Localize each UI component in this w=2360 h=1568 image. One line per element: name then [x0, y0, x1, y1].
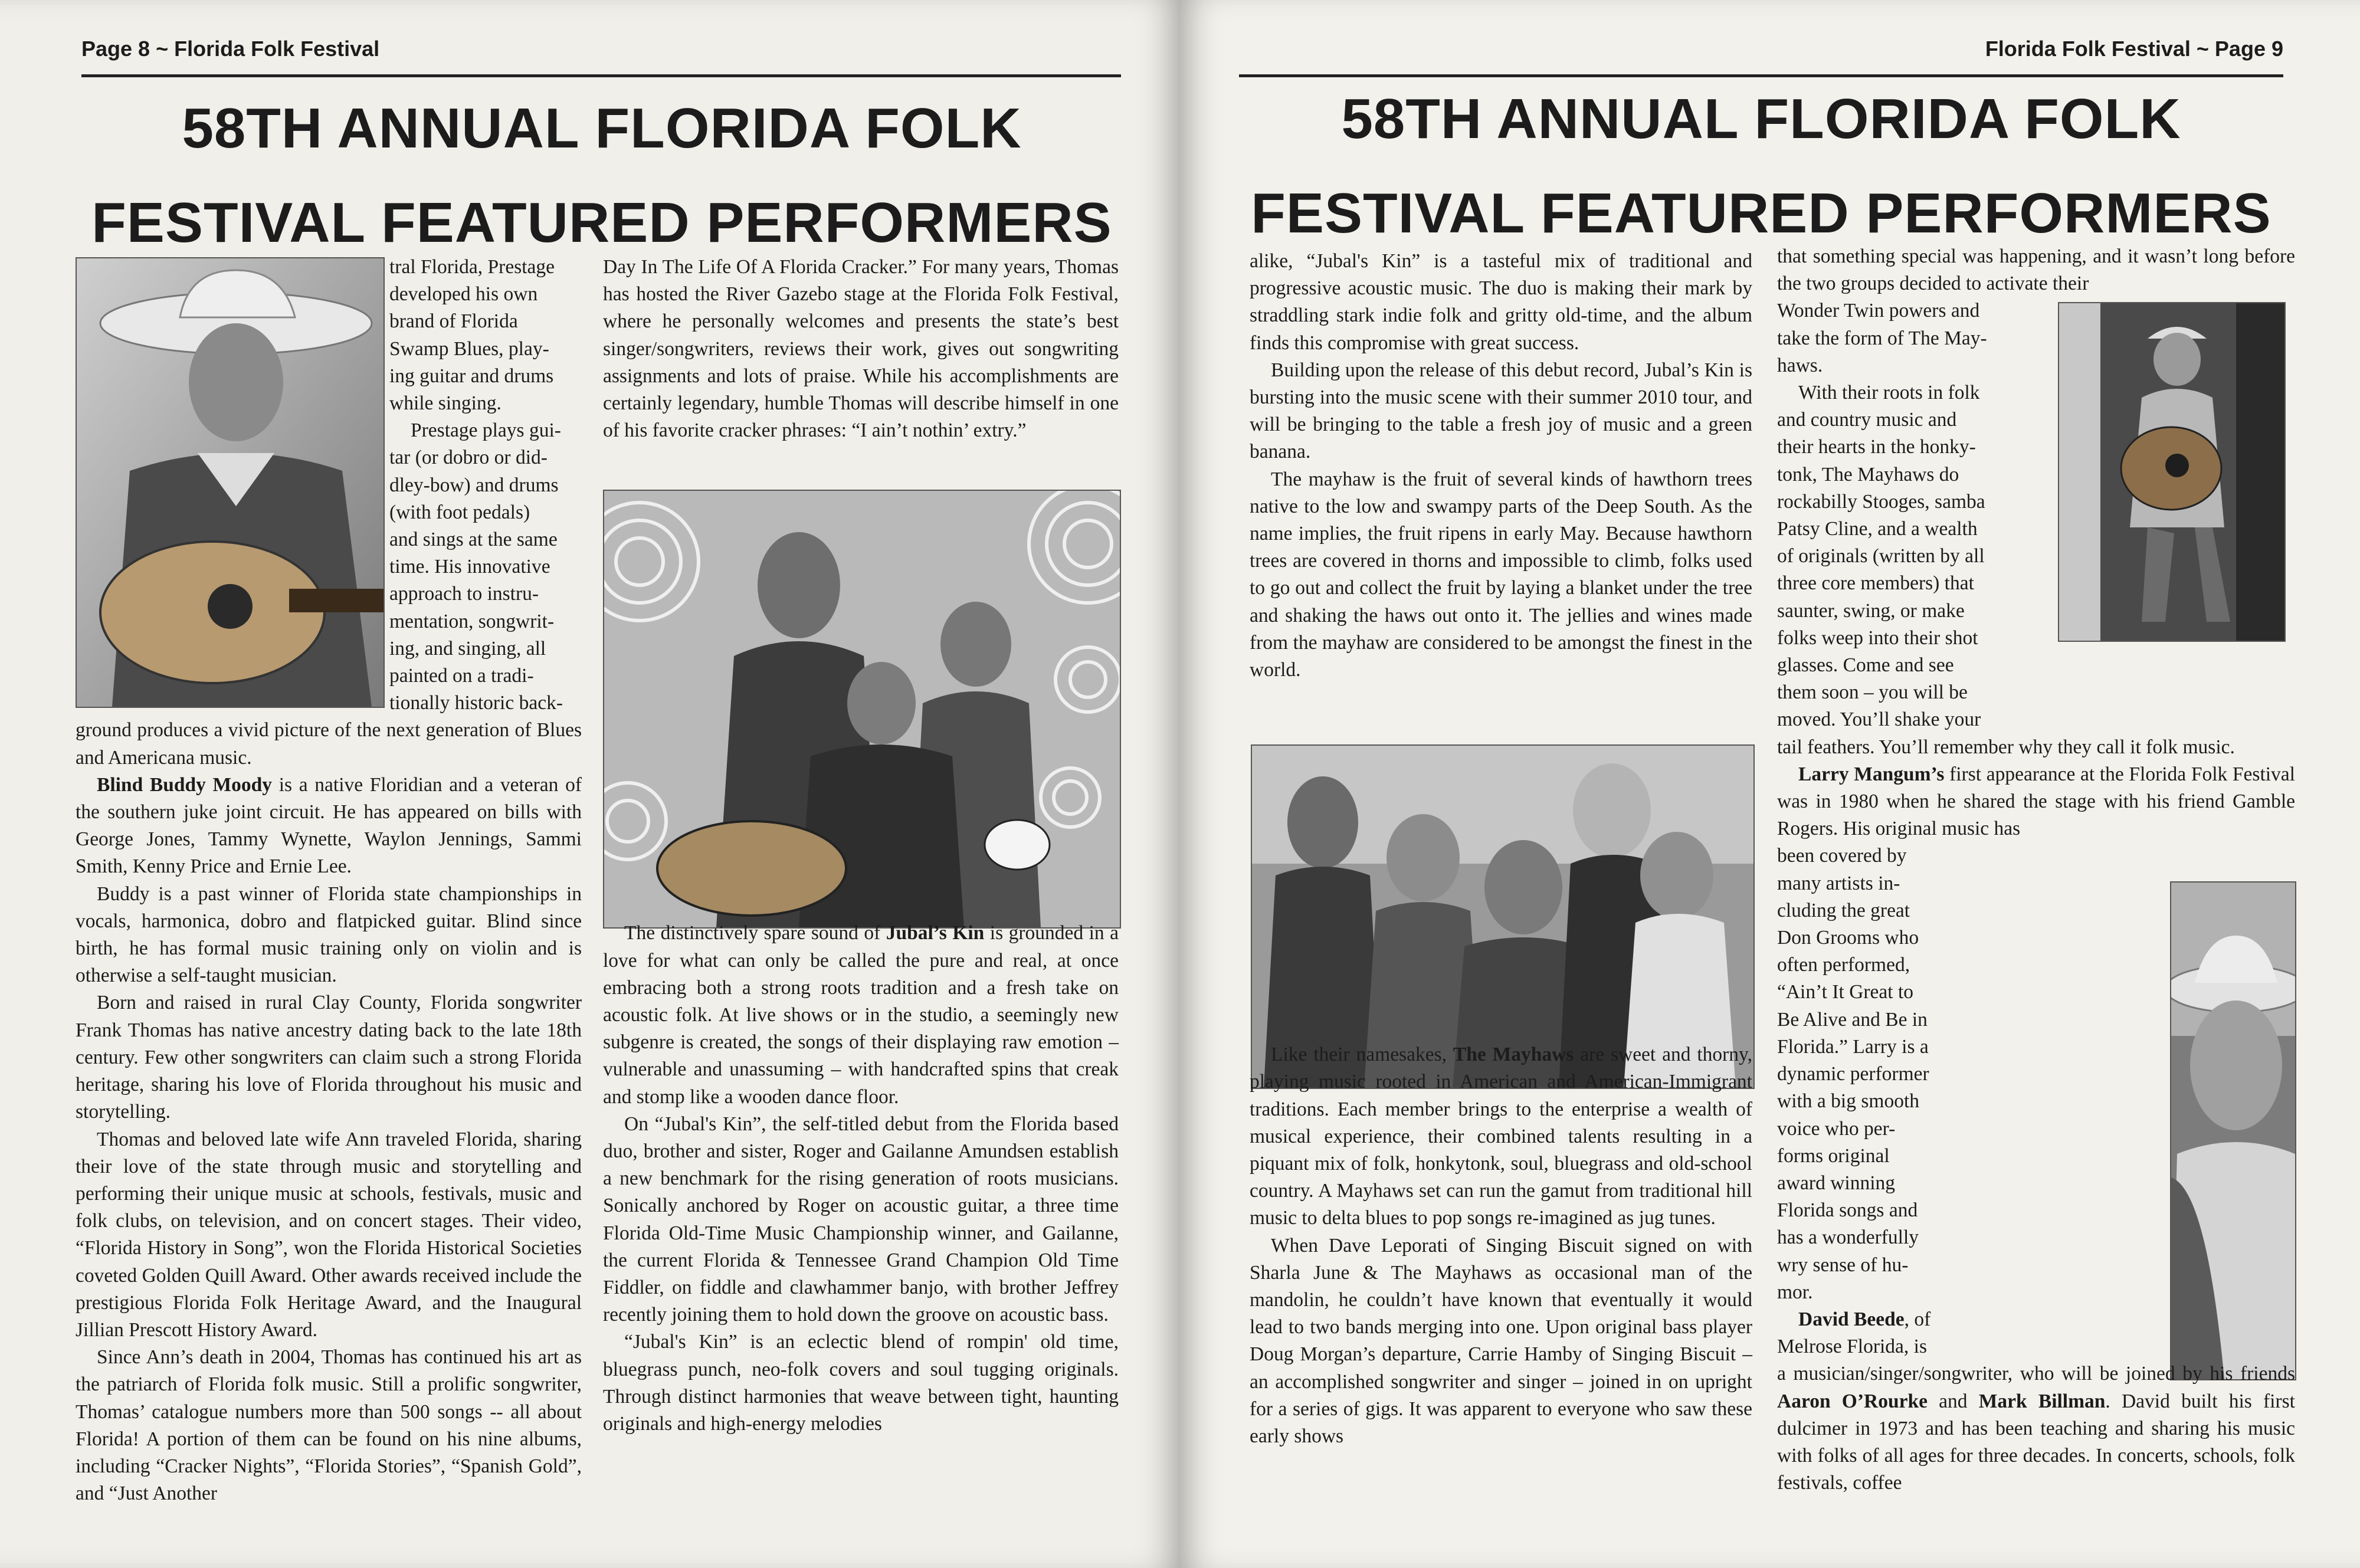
page-headline [1233, 72, 2289, 261]
paragraph-text: is a native Floridian and a veteran of the southern juke joint circuit. He has appeared on bills with George Jones, Tammy Wynette, Waylon Jennings, Sammi Smith, Kenny Price and Ernie Lee. [76, 773, 582, 878]
paragraph-text: are sweet and thorny, playing music rooted in American and American-Immigrant traditions. Each member brings to the enterprise a wealth of musical experience, their combined talents resulting in a piquant mix of folk, honkytonk, soul, bluegrass and old-school country. A Mayhaws set can run the gamut from traditional hill music to delta blues to pop songs re-imagined as jug tunes. [1250, 1044, 1753, 1229]
wrap-line [1777, 1306, 2155, 1333]
wrap-line: them soon – you will be [1777, 681, 1968, 704]
paragraph: Thomas and beloved late wife Ann traveled Florida, sharing their love of the state through music and storytelling and performing their unique music at schools, festivals, music and folk clubs, on television, and on concert stages. Their video, “Florida History in Song”, won the Florida Historical Societies coveted Golden Quill Award. Other awards received include the prestigious Florida Folk Heritage Award, and the Inaugural Jillian Prescott History Award. [76, 1128, 582, 1341]
left-column-1 [76, 254, 582, 1507]
paragraph-david-beede [1777, 1360, 2295, 1497]
paragraph-jubals-kin [603, 920, 1119, 1110]
wrap-line: Wonder Twin powers and [1777, 300, 1980, 322]
paragraph: Building upon the release of this debut record, Jubal’s Kin is bursting into the music scene with their summer 2010 tour, and will be bringing to the table a fresh joy of music and a green banana. [1250, 359, 1752, 463]
wrap-line: cluding the great [1777, 899, 1910, 921]
wrap-line: with a big smooth [1777, 1090, 1920, 1113]
paragraph: On “Jubal's Kin”, the self-titled debut from the Florida based duo, brother and sister, Roger and Gailanne Amundsen establish a new benchmark for the rising generation of roots musicians. Sonically anchored by Roger on acoustic guitar, a three time Florida Old-Time Music Championship winner, and Gailanne, the current Florida & Tennessee Grand Champion Old Time Fiddler, on fiddle and clawhammer banjo, with brother Jeffrey recently joining them to hold down the groove on acoustic bass. [603, 1113, 1119, 1326]
wrap-line: folks weep into their shot [1777, 626, 1978, 649]
performer-name: Aaron O’Rourke [1777, 1390, 1928, 1412]
paragraph-text: that something special was happening, and it wasn’t long before the two groups decided to activate their [1777, 245, 2295, 295]
paragraph: ground produces a vivid picture of the next generation of Blues and Americana music. [76, 719, 582, 769]
wrap-line: of originals (written by all [1777, 545, 1985, 568]
wrap-line: dynamic performer [1777, 1063, 1929, 1085]
headline-line-1: 58TH ANNUAL FLORIDA FOLK [182, 97, 1022, 160]
paragraph: The mayhaw is the fruit of several kinds of hawthorn trees native to the low and swampy parts of the Deep South. As the name implies, the fruit ripens in early May. Because hawthorn trees are covered in thorns and impossible to climb, folks used to go out and collect the fruit by laying a blanket under the tree and shaking the haws out onto it. The jellies and wines made from the mayhaw are considered to be amongst the finest in the world. [1250, 468, 1752, 681]
wrap-line: “Ain’t It Great to [1777, 981, 1914, 1003]
wrap-line: tonk, The Mayhaws do [1777, 463, 1959, 486]
paragraph-text: The distinctively spare sound of [624, 922, 886, 944]
paragraph-buddy-moody [76, 772, 582, 881]
wrap-line: and sings at the same [389, 529, 558, 551]
running-head-right: Florida Folk Festival ~ Page 9 [1985, 37, 2283, 61]
wrap-line: tar (or dobro or did- [389, 447, 548, 469]
wrap-line: Swamp Blues, play- [389, 337, 549, 360]
paragraph-text: , of [1904, 1308, 1931, 1330]
performer-name: The Mayhaws [1453, 1044, 1574, 1066]
wrap-line: take the form of The May- [1777, 327, 1987, 349]
wrap-line: Be Alive and Be in [1777, 1008, 1928, 1031]
wrap-line: ing guitar and drums [389, 365, 554, 387]
wrap-line: moved. You’ll shake your [1777, 708, 1981, 731]
paragraph: Born and raised in rural Clay County, Florida songwriter Frank Thomas has native ancestry dating back to the late 18th century. Few other songwriters can claim such a strong Florida heritage, sharing his love of Florida throughout his music and storytelling. [76, 992, 582, 1123]
wrap-line: Melrose Florida, is [1777, 1336, 1928, 1358]
performer-name: Mark Billman [1978, 1390, 2106, 1412]
wrap-line: dley-bow) and drums [389, 474, 559, 496]
paragraph-text: and [1927, 1390, 1979, 1412]
page-headline [77, 81, 1127, 270]
header-rule [81, 74, 1121, 77]
paragraph: alike, “Jubal's Kin” is a tasteful mix of traditional and progressive acoustic music. The duo is making their mark by straddling stark indie folk and gritty old-time, and the album finds this compromise with great success. [1250, 250, 1752, 354]
wrap-line: award winning [1777, 1172, 1896, 1194]
wrap-line: mor. [1777, 1281, 1813, 1303]
paragraph-mayhaws [1250, 1041, 1752, 1232]
wrap-line: painted on a tradi- [389, 665, 534, 687]
paragraph: “Jubal's Kin” is an eclectic blend of rompin' old time, bluegrass punch, neo-folk covers and soul tugging originals. Through distinct harmonies that weave between tight, haunting originals and high-energy melodies [603, 1331, 1119, 1435]
left-column-2 [603, 254, 1119, 1438]
paragraph-text: Like their namesakes, [1271, 1044, 1453, 1066]
wrap-line: forms original [1777, 1144, 1890, 1167]
paragraph-larry-mangum [1777, 761, 2295, 843]
wrap-line: Prestage plays gui- [411, 419, 561, 442]
wrap-line: brand of Florida [389, 310, 518, 333]
wrap-line: haws. [1777, 354, 1823, 376]
wrap-line: rockabilly Stooges, samba [1777, 490, 1985, 513]
performer-name: David Beede [1798, 1308, 1905, 1330]
wrap-line: tionally historic back- [389, 692, 563, 714]
wrap-line: often performed, [1777, 954, 1910, 976]
wrap-line: approach to instru- [389, 583, 539, 605]
right-column-1 [1250, 248, 1752, 1450]
headline-line-2: FESTIVAL FEATURED PERFORMERS [1251, 182, 2272, 245]
performer-name: Blind Buddy Moody [97, 773, 273, 796]
wrap-line: Florida.” Larry is a [1777, 1035, 1929, 1058]
wrap-line: tral Florida, Prestage [389, 256, 555, 278]
wrap-line: been covered by [1777, 845, 1907, 867]
paragraph-text: . David built his first dulcimer in 1973 and has been teaching and sharing his music with folks of all ages for three decades. In concerts, schools, folk festivals, coffee [1777, 1390, 2295, 1494]
paragraph: Since Ann’s death in 2004, Thomas has continued his art as the patriarch of Florida folk music. Still a prolific songwriter, Thomas’ catalogue numbers more than 500 songs -- all about Florida! A portion of them can be found on his nine albums, including “Cracker Nights”, “Florida Stories”, “Spanish Gold”, and “Just Another [76, 1346, 582, 1505]
wrap-line: developed his own [389, 283, 538, 306]
paragraph-text: a musician/singer/songwriter, who will be joined by his friends [1777, 1363, 2295, 1385]
wrap-line: time. His innovative [389, 556, 550, 578]
page-9 [1180, 0, 2360, 1568]
wrap-line: while singing. [389, 392, 502, 415]
wrap-line: saunter, swing, or make [1777, 599, 1965, 622]
wrap-line: ing, and singing, all [389, 637, 546, 660]
headline-line-1: 58TH ANNUAL FLORIDA FOLK [1341, 87, 2181, 150]
wrap-line: many artists in- [1777, 872, 1900, 894]
wrap-line: has a wonderfully [1777, 1226, 1919, 1249]
performer-name: Jubal’s Kin [886, 922, 985, 944]
wrap-line: (with foot pedals) [389, 501, 530, 523]
right-column-2 [1777, 243, 2295, 1497]
wrap-line: their hearts in the honky- [1777, 436, 1976, 458]
running-head-left: Page 8 ~ Florida Folk Festival [81, 37, 380, 61]
wrap-line: With their roots in folk [1798, 382, 1980, 404]
paragraph: tail feathers. You’ll remember why they call it folk music. [1777, 736, 2235, 758]
wrap-line: wry sense of hu- [1777, 1254, 1909, 1276]
wrap-line: voice who per- [1777, 1117, 1896, 1140]
paragraph-text: is grounded in a love for what can only be called the pure and real, at once embracing both a strong roots tradition and a fresh take on acoustic folk. At live shows or in the studio, a seemingly new subgenre is created, the songs of their displaying raw emotion – vulnerable and unassuming – with handcrafted spins that creak and stomp like a wooden dance floor. [603, 922, 1119, 1108]
performer-name: Larry Mangum’s [1798, 763, 1945, 785]
wrap-line: mentation, songwrit- [389, 610, 555, 632]
headline-line-2: FESTIVAL FEATURED PERFORMERS [91, 191, 1112, 254]
wrap-line: glasses. Come and see [1777, 654, 1954, 677]
wrap-line: and country music and [1777, 409, 1957, 431]
wrap-line: Patsy Cline, and a wealth [1777, 518, 1978, 540]
wrap-line: Don Grooms who [1777, 927, 1919, 949]
paragraph: When Dave Leporati of Singing Biscuit signed on with Sharla June & The Mayhaws as occasional man of the mandolin, he couldn’t have known that eventually it would lead to two bands merging into one. Upon original bass player Doug Morgan’s departure, Carrie Hamby of Singing Biscuit – an accomplished songwriter and singer – joined in on upright for a series of gigs. It was apparent to everyone who saw these early shows [1250, 1234, 1752, 1448]
paragraph: Day In The Life Of A Florida Cracker.” For many years, Thomas has hosted the River Gazebo stage at the Florida Folk Festival, where he personally welcomes and presents the state’s best singer/songwriters, reviews their work, gives out songwriting assignments and lots of praise. While his accomplishments are certainly legendary, humble Thomas will describe himself in one of his favorite cracker phrases: “I ain’t nothin’ extry.” [603, 256, 1119, 442]
paragraph-text: first appearance at the Florida Folk Festival was in 1980 when he shared the stage with his friend Gamble Rogers. His original music has [1777, 763, 2295, 840]
wrap-line: Florida songs and [1777, 1199, 1918, 1222]
paragraph: Buddy is a past winner of Florida state championships in vocals, harmonica, dobro and flatpicked guitar. Blind since birth, he has formal music training only on violin and is otherwise a self-taught musician. [76, 883, 582, 987]
wrap-line: three core members) that [1777, 572, 1974, 595]
